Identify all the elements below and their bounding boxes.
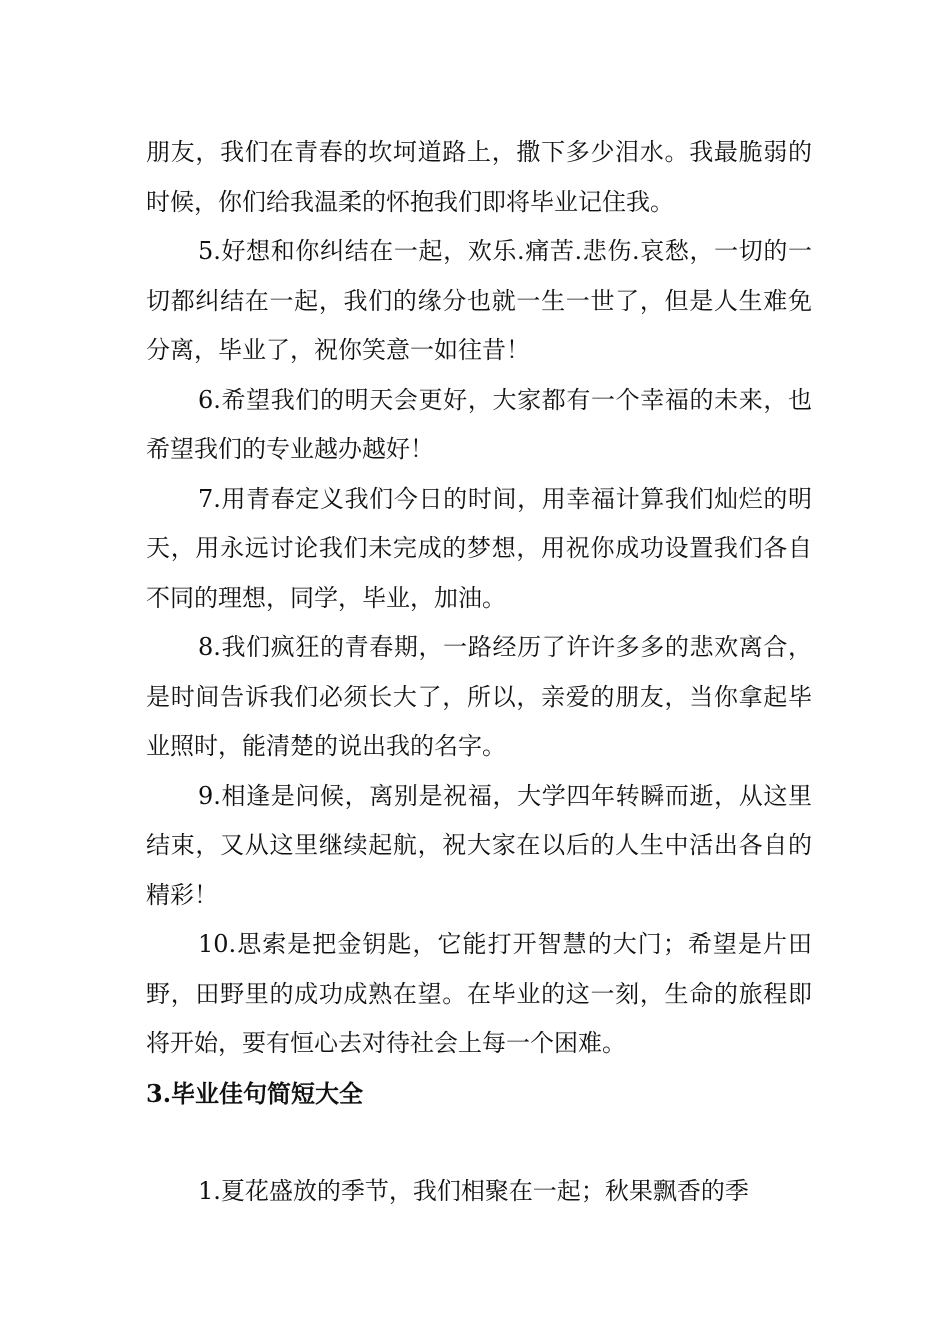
document-page: [146, 128, 812, 1217]
section-gap: [146, 1118, 812, 1167]
paragraph-item-1: 1.夏花盛放的季节，我们相聚在一起；秋果飘香的季: [198, 1177, 749, 1205]
paragraph-item-10: 10.思索是把金钥匙，它能打开智慧的大门；希望是片田野，田野里的成功成熟在望。在毕业的这一刻，生命的旅程即将开始，要有恒心去对待社会上每一个困难。: [146, 930, 812, 1057]
section-heading: 3.毕业佳句简短大全: [146, 1078, 364, 1108]
paragraph-item-9: 9.相逢是问候，离别是祝福，大学四年转瞬而逝，从这里结束，又从这里继续起航，祝大家在以后的人生中活出各自的精彩！: [146, 781, 812, 909]
paragraph-item-6: 6.希望我们的明天会更好，大家都有一个幸福的未来，也希望我们的专业越办越好！: [146, 385, 812, 463]
paragraph-continuation: 朋友，我们在青春的坎坷道路上，撒下多少泪水。我最脆弱的时候，你们给我温柔的怀抱我们即将毕业记住我。: [146, 138, 812, 216]
paragraph-item-7: 7.用青春定义我们今日的时间，用幸福计算我们灿烂的明天，用永远讨论我们未完成的梦想，用祝你成功设置我们各自不同的理想，同学，毕业，加油。: [146, 484, 812, 612]
paragraph-item-5: 5.好想和你纠结在一起，欢乐.痛苦.悲伤.哀愁，一切的一切都纠结在一起，我们的缘分也就一生一世了，但是人生难免分离，毕业了，祝你笑意一如往昔！: [146, 237, 812, 364]
paragraph-item-8: 8.我们疯狂的青春期，一路经历了许许多多的悲欢离合，是时间告诉我们必须长大了，所以，亲爱的朋友，当你拿起毕业照时，能清楚的说出我的名字。: [146, 633, 812, 760]
